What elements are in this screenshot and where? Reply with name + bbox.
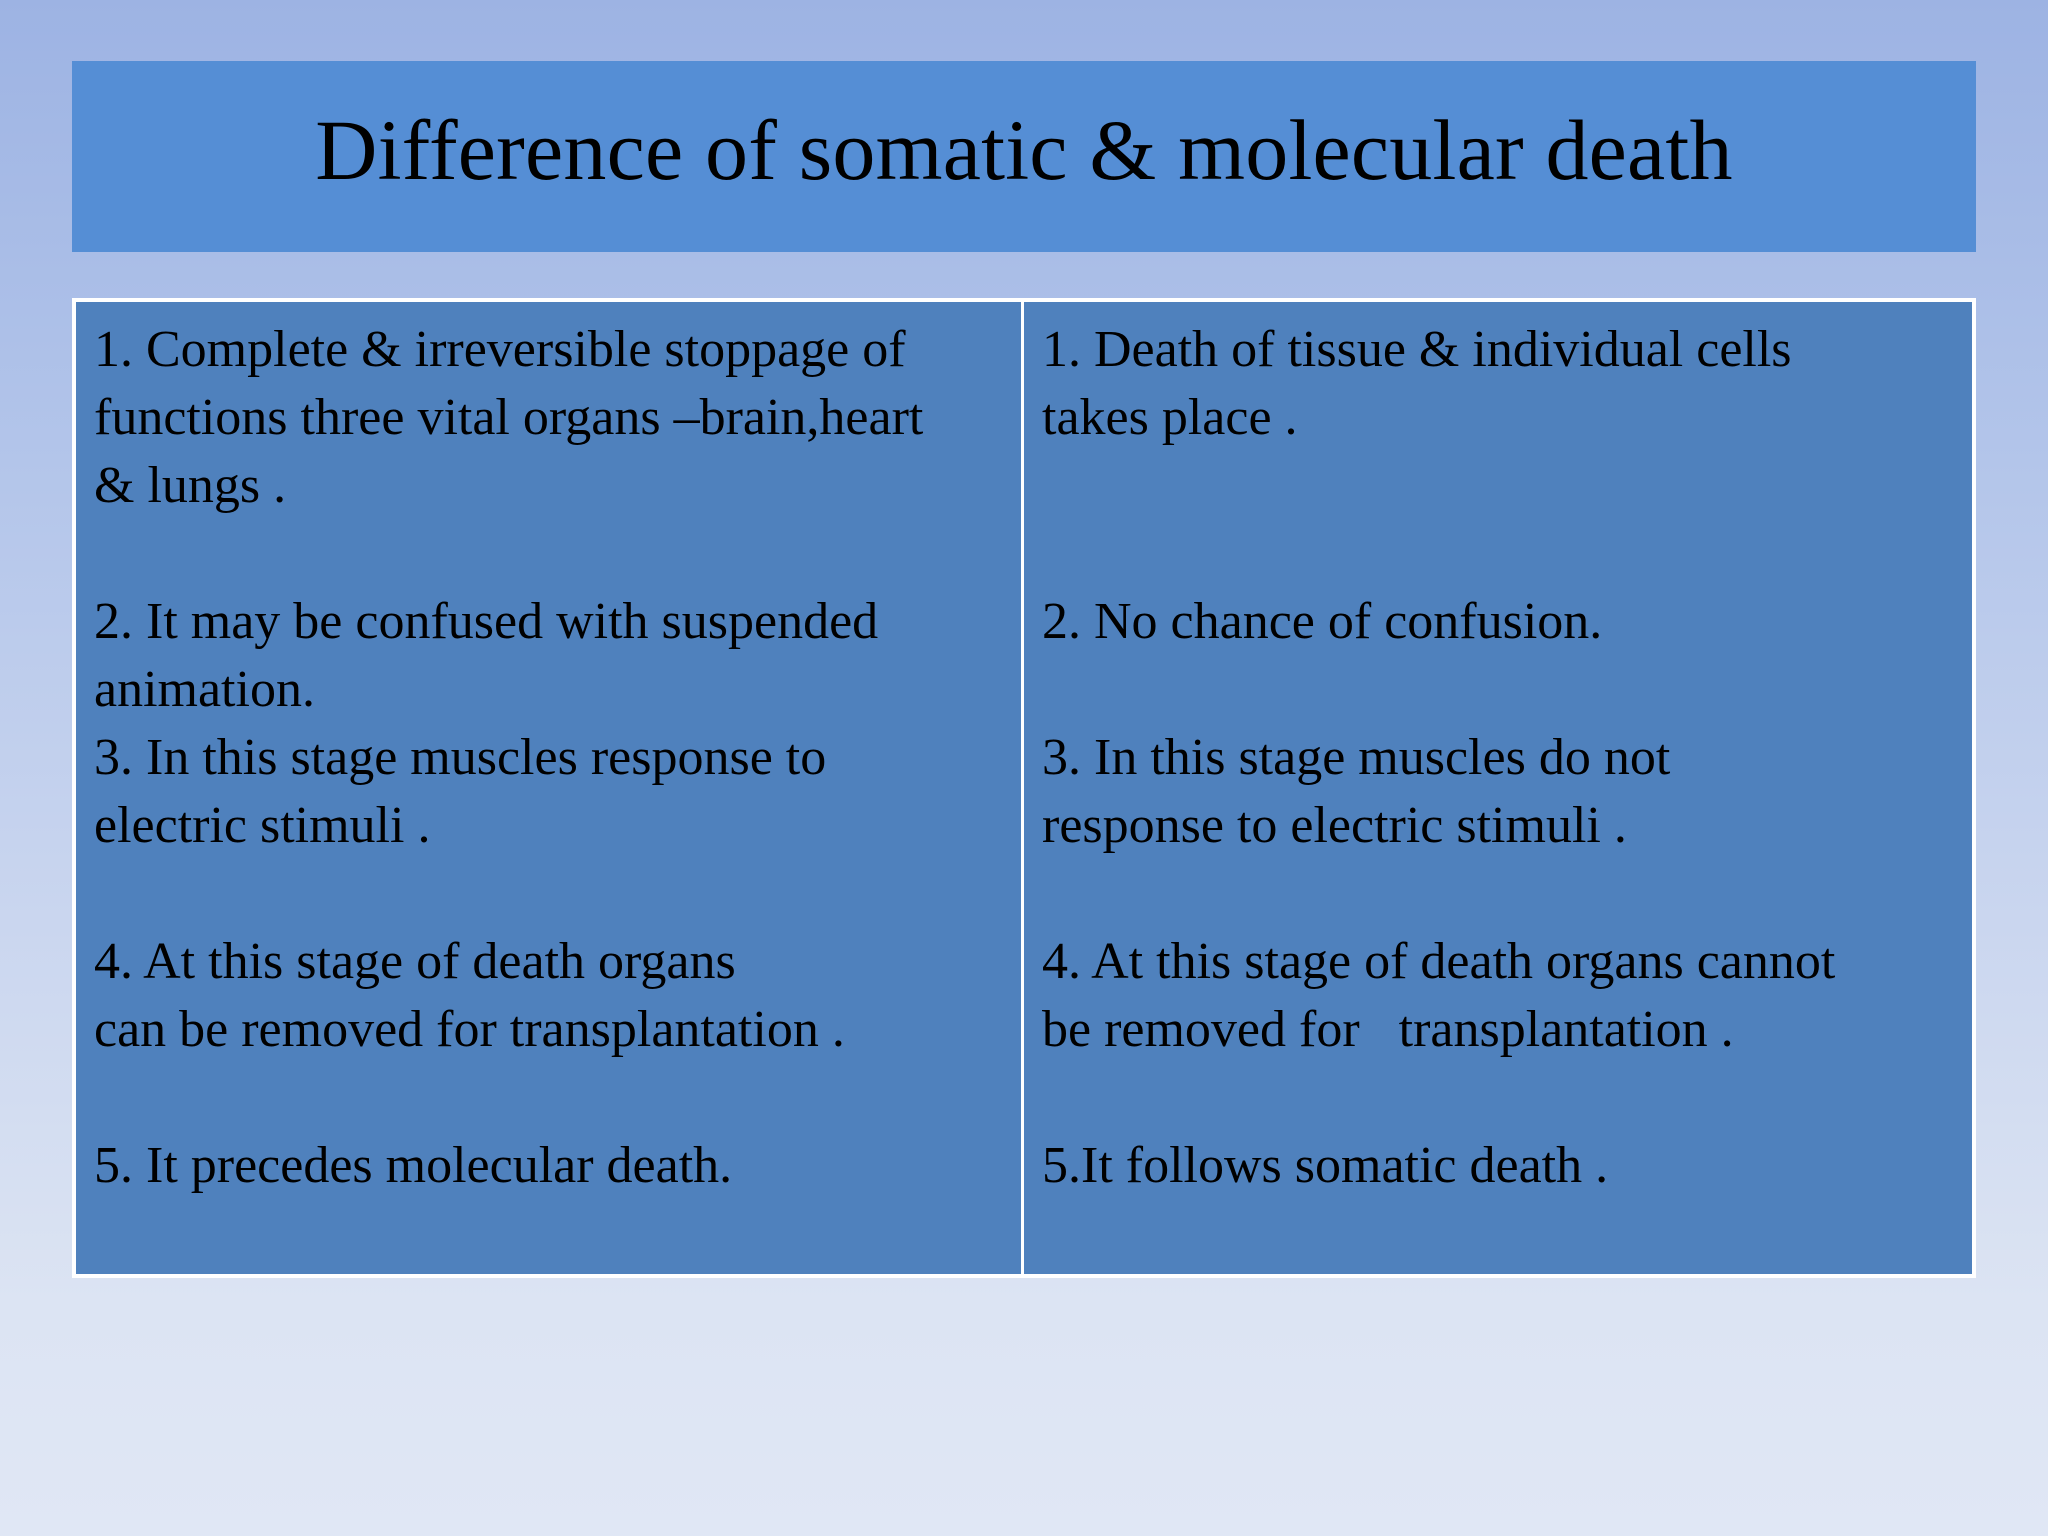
slide-title: Difference of somatic & molecular death bbox=[315, 101, 1733, 198]
molecular-death-column bbox=[1024, 302, 1972, 1274]
molecular-point-4: 4. At this stage of death organs cannot be removed for transplantation . bbox=[1042, 933, 1836, 1058]
somatic-point-2: 2. It may be confused with suspended animation. bbox=[94, 593, 879, 718]
molecular-point-1: 1. Death of tissue & individual cells takes place . bbox=[1042, 321, 1792, 446]
title-band bbox=[72, 61, 1976, 252]
molecular-point-2: 2. No chance of confusion. bbox=[1042, 593, 1603, 650]
somatic-point-1: 1. Complete & irreversible stoppage of functions three vital organs –brain,heart & lungs . bbox=[94, 321, 924, 514]
somatic-point-4: 4. At this stage of death organs can be removed for transplantation . bbox=[94, 933, 845, 1058]
molecular-point-3: 3. In this stage muscles do not response to electric stimuli . bbox=[1042, 729, 1671, 854]
somatic-point-3: 3. In this stage muscles response to electric stimuli . bbox=[94, 729, 827, 854]
somatic-point-5: 5. It precedes molecular death. bbox=[94, 1137, 733, 1194]
comparison-table bbox=[72, 298, 1976, 1278]
somatic-death-column bbox=[76, 302, 1024, 1274]
molecular-point-5: 5.It follows somatic death . bbox=[1042, 1137, 1609, 1194]
